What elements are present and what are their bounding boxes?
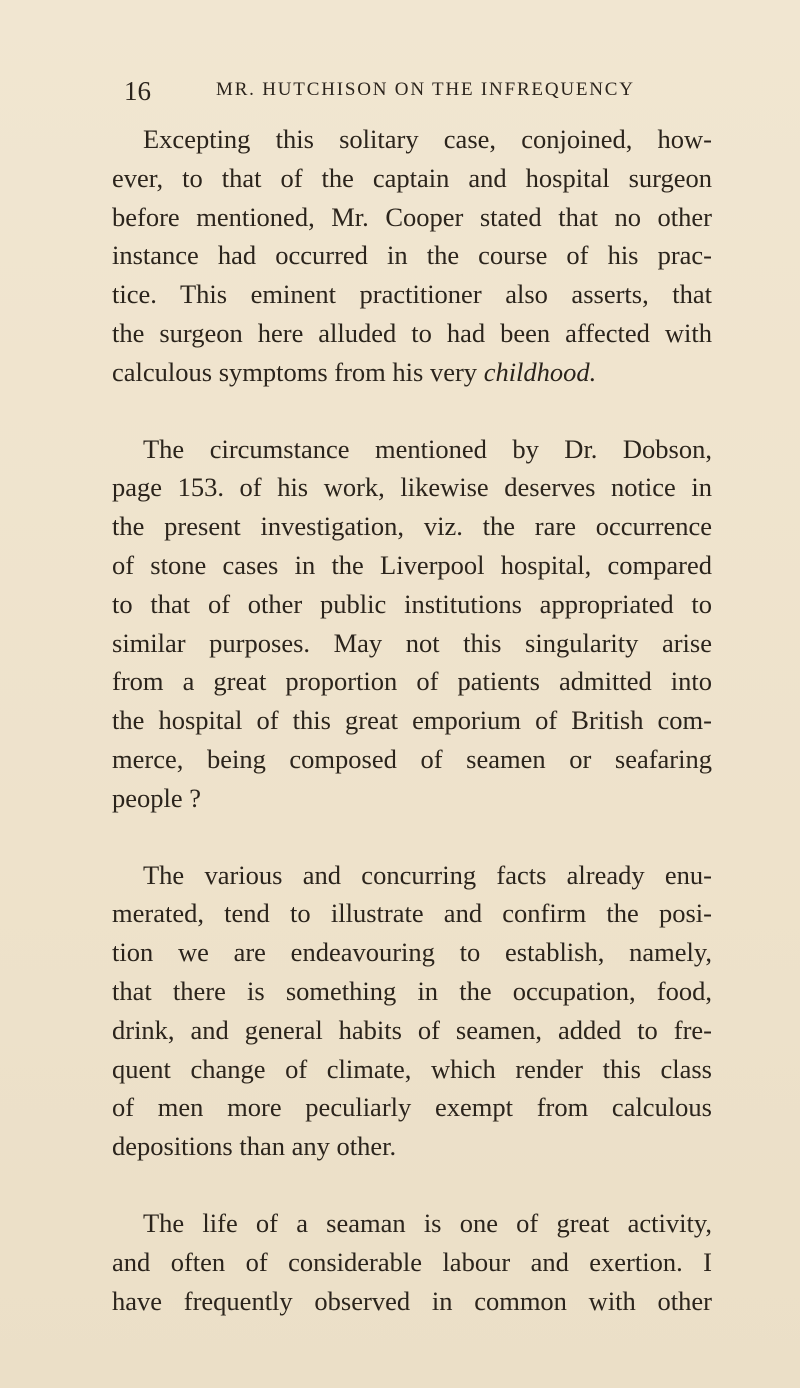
body-text xyxy=(112,120,712,1358)
text-line-final: depositions than any other. xyxy=(112,1131,397,1162)
paragraph-1 xyxy=(112,120,712,392)
text-line: quent change of climate, which render this class xyxy=(112,1053,712,1084)
text-line: and often of considerable labour and exertion. I xyxy=(112,1246,712,1277)
text-line: tice. This eminent practitioner also asserts, that xyxy=(112,279,712,310)
text-line: the hospital of this great emporium of British com- xyxy=(112,705,712,736)
text-line: tion we are endeavouring to establish, namely, xyxy=(112,937,712,968)
text-line: of stone cases in the Liverpool hospital, compared xyxy=(112,549,712,580)
text-line: of men more peculiarly exempt from calculous xyxy=(112,1092,712,1123)
text-line: to that of other public institutions appropriated to xyxy=(112,588,712,619)
text-line-final xyxy=(112,353,712,392)
text-line: The various and concurring facts already enu- xyxy=(143,859,712,890)
text-line: have frequently observed in common with other xyxy=(112,1285,712,1316)
text-line: page 153. of his work, likewise deserves notice in xyxy=(112,472,712,503)
text-line: the surgeon here alluded to had been affected with xyxy=(112,317,712,348)
text-line: similar purposes. May not this singularity arise xyxy=(112,627,712,658)
emphasized-word: childhood. xyxy=(483,356,597,387)
text-line: The life of a seaman is one of great activity, xyxy=(143,1207,712,1238)
page-number: 16 xyxy=(124,76,151,106)
paragraph-4 xyxy=(112,1204,712,1320)
text-line: before mentioned, Mr. Cooper stated that no other xyxy=(112,201,712,232)
text-line-fragment: calculous symptoms from his very xyxy=(112,356,484,387)
paragraph-3 xyxy=(112,856,712,1166)
running-title: MR. HUTCHISON ON THE INFREQUENCY xyxy=(216,79,635,100)
text-line: The circumstance mentioned by Dr. Dobson, xyxy=(143,433,712,464)
text-line: merce, being composed of seamen or seafaring xyxy=(112,743,712,774)
text-line: instance had occurred in the course of his prac- xyxy=(112,240,712,271)
text-line: drink, and general habits of seamen, added to fre- xyxy=(112,1014,712,1045)
text-line: from a great proportion of patients admitted into xyxy=(112,666,712,697)
running-head xyxy=(124,76,724,106)
text-line: merated, tend to illustrate and confirm the posi- xyxy=(112,898,712,929)
text-line: ever, to that of the captain and hospital surgeon xyxy=(112,162,712,193)
text-line: the present investigation, viz. the rare occurrence xyxy=(112,511,712,542)
text-line-final: people ? xyxy=(112,782,202,813)
text-line: that there is something in the occupation, food, xyxy=(112,975,712,1006)
text-line: Excepting this solitary case, conjoined, how- xyxy=(143,124,712,154)
paragraph-2 xyxy=(112,430,712,818)
